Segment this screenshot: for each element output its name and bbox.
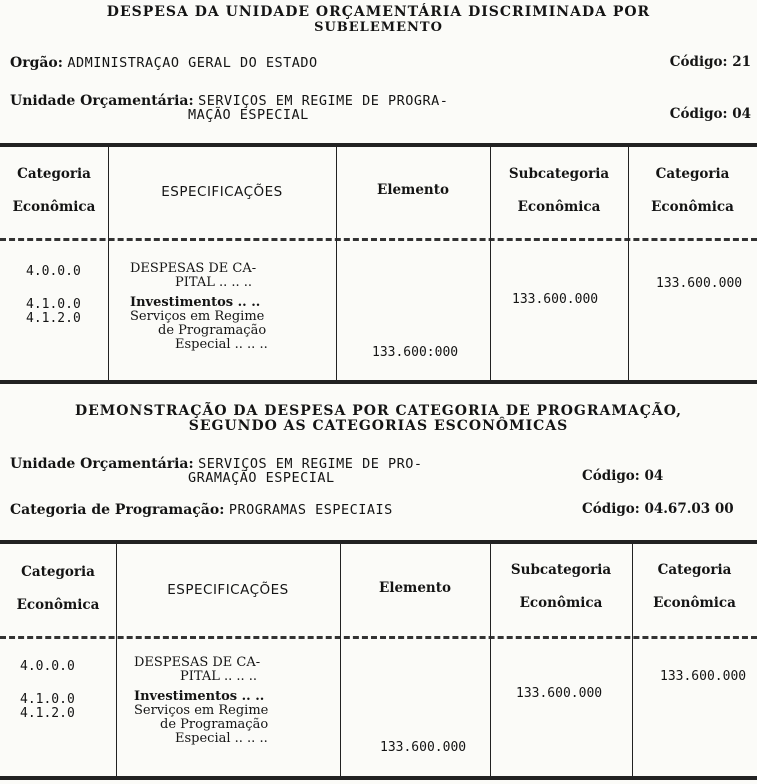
- t1-hdr-categoria-1: Categoria: [655, 166, 730, 182]
- t2-hdr-cat-eco-2: Econômica: [16, 597, 100, 613]
- unidade2-value-line2: GRAMAÇÃO ESPECIAL: [188, 470, 335, 486]
- t1-hdr-elemento: Elemento: [377, 182, 449, 198]
- t1-code-1: 4.0.0.0: [26, 264, 81, 279]
- unidade1-code: Código: 04: [669, 106, 751, 122]
- t1-subcat-value: 133.600.000: [512, 292, 599, 307]
- t2-hdr-categoria-2: Econômica: [653, 595, 736, 611]
- table2-header-rule: [0, 636, 757, 639]
- t2-spec-3a: Serviços em Regime: [134, 703, 269, 718]
- table1-top-rule: [0, 143, 757, 147]
- categoria-prog-line: [10, 502, 393, 518]
- table1-header-rule: [0, 238, 757, 241]
- t1-hdr-cat-eco: [0, 158, 108, 224]
- t1-hdr-espec: ESPECIFICAÇÕES: [161, 184, 283, 200]
- unidade2-value-line1: SERVIÇOS EM REGIME DE PRO-: [198, 456, 423, 472]
- t2-elemento-value: 133.600.000: [380, 740, 467, 755]
- t2-hdr-subcat: [490, 554, 632, 620]
- table1-bottom-rule: [0, 380, 757, 384]
- table2-bottom-rule: [0, 776, 757, 780]
- section1-title-line1: DESPESA DA UNIDADE ORÇAMENTÁRIA DISCRIMINADA POR: [106, 4, 651, 20]
- unidade2-code: Código: 04: [582, 468, 664, 484]
- t2-categoria-value: 133.600.000: [660, 669, 747, 684]
- t2-spec-3b: de Programação: [160, 717, 269, 732]
- t1-hdr-cat-eco-2: Econômica: [12, 199, 96, 215]
- t1-hdr-categoria-2: Econômica: [651, 199, 734, 215]
- section1-title: [0, 5, 757, 35]
- categoria-prog-code: Código: 04.67.03 00: [582, 501, 734, 517]
- unidade1-value-line2: MAÇÃO ESPECIAL: [188, 107, 309, 123]
- t2-hdr-categoria-1: Categoria: [657, 562, 732, 578]
- section1-title-line2: SUBELEMENTO: [314, 20, 443, 35]
- t1-code-2: 4.1.0.0: [26, 297, 81, 312]
- categoria-prog-label: Categoria de Programação:: [10, 502, 225, 518]
- t1-hdr-cat-eco-1: Categoria: [17, 166, 91, 182]
- t2-hdr-categoria: [632, 554, 757, 620]
- t1-hdr-subcat-2: Econômica: [517, 199, 601, 215]
- t2-spec-1b: PITAL .. .. ..: [180, 669, 258, 684]
- t2-hdr-subcat-1: Subcategoria: [510, 562, 612, 578]
- categoria-prog-value: PROGRAMAS ESPECIAIS: [228, 502, 393, 518]
- section2-title: [0, 404, 757, 434]
- t1-spec-3b: de Programação: [158, 323, 267, 338]
- section2-title-line1: DEMONSTRAÇÃO DA DESPESA POR CATEGORIA DE PROGRAMAÇÃO,: [75, 403, 682, 419]
- t2-spec-2: Investimentos .. ..: [134, 689, 265, 704]
- unidade1-label: Unidade Orçamentária:: [10, 93, 194, 109]
- t1-hdr-subcat: [490, 158, 628, 224]
- t1-spec-3a: Serviços em Regime: [130, 309, 265, 324]
- t2-code-1: 4.0.0.0: [20, 659, 75, 674]
- t1-spec-1b: PITAL .. .. ..: [175, 275, 253, 290]
- t2-hdr-subcat-2: Econômica: [519, 595, 603, 611]
- t2-code-2: 4.1.0.0: [20, 692, 75, 707]
- t1-spec-1a: DESPESAS DE CA-: [130, 261, 257, 276]
- orgao-line: [10, 55, 318, 71]
- t2-subcat-value: 133.600.000: [516, 686, 603, 701]
- t1-code-3: 4.1.2.0: [26, 311, 81, 326]
- t1-categoria-value: 133.600.000: [656, 276, 743, 291]
- unidade1-value-line1: SERVIÇOS EM REGIME DE PROGRA-: [198, 93, 449, 109]
- orgao-value: ADMINISTRAÇAO GERAL DO ESTADO: [67, 55, 318, 71]
- t1-spec-3c: Especial .. .. ..: [175, 337, 268, 352]
- unidade2-label: Unidade Orçamentária:: [10, 456, 194, 472]
- orgao-label: Orgão:: [10, 55, 63, 71]
- section2-title-line2: SEGUNDO AS CATEGORIAS ESCONÔMICAS: [188, 418, 569, 434]
- t1-elemento-value: 133.600:000: [372, 345, 459, 360]
- t2-code-3: 4.1.2.0: [20, 706, 75, 721]
- t2-hdr-cat-eco: [0, 556, 116, 622]
- t2-hdr-elemento: Elemento: [379, 580, 451, 596]
- t2-hdr-espec: ESPECIFICAÇÕES: [167, 582, 289, 598]
- t1-hdr-subcat-1: Subcategoria: [508, 166, 610, 182]
- t1-spec-2: Investimentos .. ..: [130, 295, 261, 310]
- t2-spec-3c: Especial .. .. ..: [175, 731, 268, 746]
- orgao-code: Código: 21: [669, 54, 751, 70]
- table2-top-rule: [0, 540, 757, 544]
- t1-hdr-categoria: [628, 158, 757, 224]
- t2-spec-1a: DESPESAS DE CA-: [134, 655, 261, 670]
- t2-hdr-cat-eco-1: Categoria: [21, 564, 95, 580]
